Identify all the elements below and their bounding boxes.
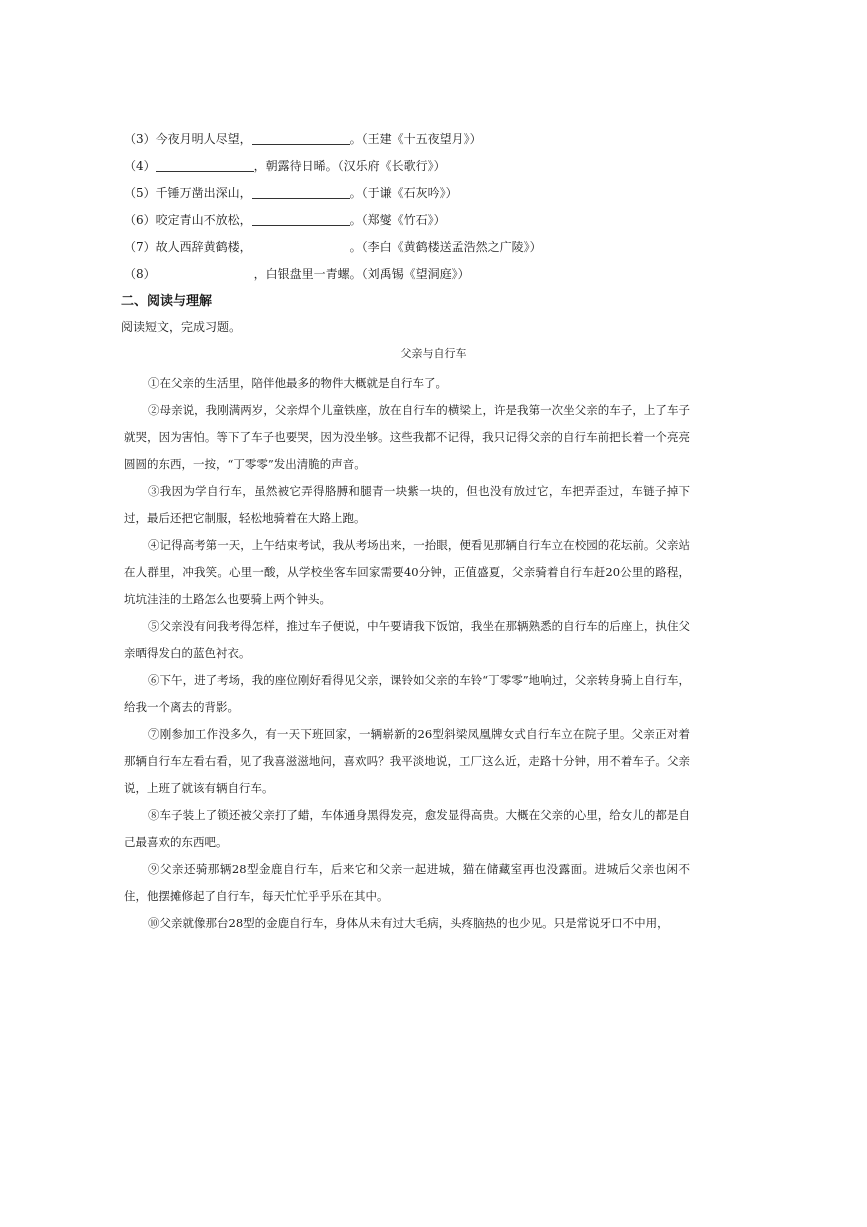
- poem-prefix: （7）故人西辞黄鹤楼，: [124, 240, 252, 254]
- poem-suffix: ，朝露待日晞。（汉乐府《长歌行》）: [253, 159, 446, 173]
- article-paragraph: ④记得高考第一天，上午结束考试，我从考场出来，一抬眼，便看见那辆自行车立在校园的花坛前。父亲站在人群里，冲我笑。心里一酸，从学校坐客车回家需要40分钟，正值盛夏，父亲骑着自行车赶20公里的路程，坑坑洼洼的土路怎么也要骑上两个钟头。: [124, 538, 690, 606]
- poem-prefix: （5）千锤万凿出深山，: [124, 186, 252, 200]
- poem-line: [124, 261, 764, 288]
- answer-blank[interactable]: [252, 185, 350, 199]
- poem-prefix: （6）咬定青山不放松，: [124, 213, 252, 227]
- poem-prefix: （8）: [124, 267, 156, 281]
- article-paragraph: ⑦刚参加工作没多久，有一天下班回家，一辆崭新的26型斜梁凤凰牌女式自行车立在院子里。父亲正对着那辆自行车左看右看，见了我喜滋滋地问，喜欢吗？我平淡地说，工厂这么近，走路十分钟，用不着车子。父亲说，上班了就该有辆自行车。: [124, 727, 690, 795]
- article-paragraph: ②母亲说，我刚满两岁，父亲焊个儿童铁座，放在自行车的横梁上，许是我第一次坐父亲的车子，上了车子就哭，因为害怕。等下了车子也要哭，因为没坐够。这些我都不记得，我只记得父亲的自行车前把长着一个亮亮圆圆的东西，一按，“丁零零”发出清脆的声音。: [124, 403, 690, 471]
- poem-line: [124, 180, 764, 207]
- poem-line: [124, 207, 764, 234]
- article-body: [124, 370, 690, 937]
- poem-line: [124, 126, 764, 153]
- article-paragraph: ①在父亲的生活里，陪伴他最多的物件大概就是自行车了。: [148, 376, 447, 390]
- answer-blank[interactable]: [252, 240, 350, 253]
- answer-blank[interactable]: [156, 267, 254, 280]
- article-paragraph: ⑤父亲没有问我考得怎样，推过车子便说，中午要请我下饭馆，我坐在那辆熟悉的自行车的后座上，执住父亲晒得发白的蓝色衬衣。: [124, 619, 690, 660]
- answer-blank[interactable]: [156, 158, 254, 172]
- answer-blank[interactable]: [252, 131, 350, 145]
- poem-fill-in-list: [124, 126, 764, 288]
- poem-suffix: 。（于谦《石灰吟》）: [349, 186, 458, 200]
- poem-suffix: ，白银盘里一青螺。（刘禹锡《望洞庭》）: [253, 267, 470, 281]
- poem-prefix: （4）: [124, 159, 156, 173]
- poem-line: [124, 234, 764, 261]
- poem-suffix: 。（郑燮《竹石》）: [349, 213, 446, 227]
- article-title: 父亲与自行车: [400, 347, 467, 360]
- poem-prefix: （3）今夜月明人尽望，: [124, 132, 252, 146]
- poem-line: [124, 153, 764, 180]
- article-paragraph: ⑥下午，进了考场，我的座位刚好看得见父亲，课铃如父亲的车铃“丁零零”地响过，父亲转身骑上自行车，给我一个离去的背影。: [124, 673, 690, 714]
- poem-suffix: 。（李白《黄鹤楼送孟浩然之广陵》）: [349, 240, 542, 254]
- instruction-text: 阅读短文，完成习题。: [121, 320, 242, 334]
- answer-blank[interactable]: [252, 212, 350, 226]
- article-paragraph: ⑩父亲就像那台28型的金鹿自行车，身体从未有过大毛病，头疼脑热的也少见。只是常说牙口不中用，: [148, 916, 669, 930]
- article-paragraph: ⑧车子装上了锁还被父亲打了蜡，车体通身黑得发亮，愈发显得高贵。大概在父亲的心里，给女儿的都是自己最喜欢的东西吧。: [124, 808, 690, 849]
- article-paragraph: ⑨父亲还骑那辆28型金鹿自行车，后来它和父亲一起进城，猫在储藏室再也没露面。进城后父亲也闲不住，他摆摊修起了自行车，每天忙忙乎乎乐在其中。: [124, 862, 690, 903]
- article-paragraph: ③我因为学自行车，虽然被它弄得胳膊和腿青一块紫一块的，但也没有放过它，车把弄歪过，车链子掉下过，最后还把它制服，轻松地骑着在大路上跑。: [124, 484, 690, 525]
- section-heading: 二、阅读与理解: [121, 294, 213, 309]
- poem-suffix: 。（王建《十五夜望月》）: [349, 132, 482, 146]
